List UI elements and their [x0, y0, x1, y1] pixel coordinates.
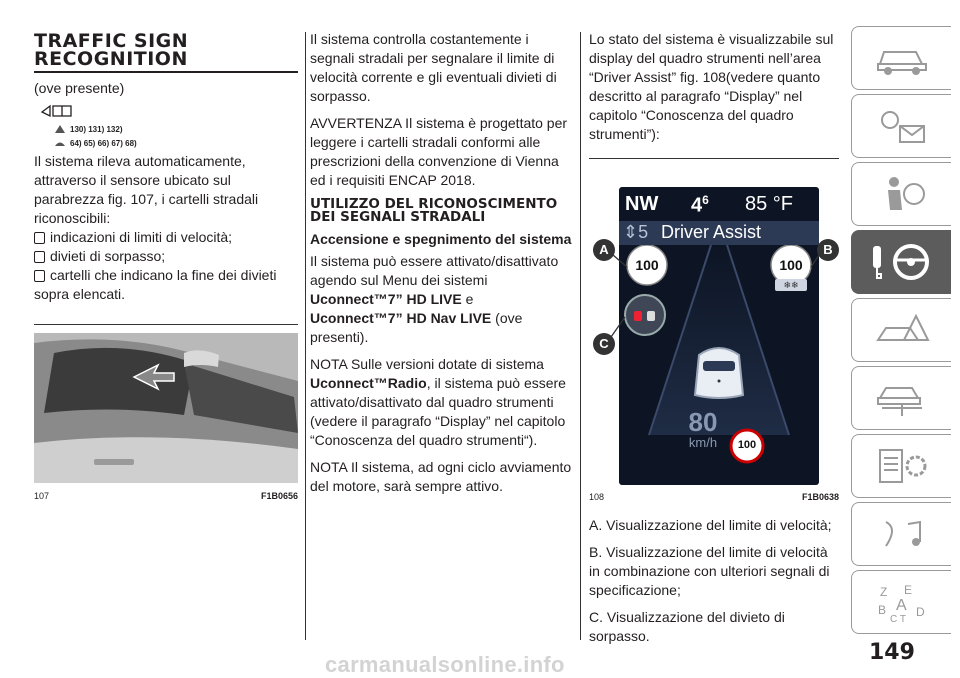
- svg-text:D: D: [915, 605, 925, 619]
- caution-refs-1: 130) 131) 132): [54, 124, 298, 134]
- list-item: indicazioni di limiti di velocità;: [34, 228, 298, 247]
- callout-b: B: [817, 239, 839, 261]
- note-paragraph: NOTA Sulle versioni dotate di sistema Uconnect™Radio, il sistema può essere attivato/disattivato dal quadro strumenti (vedere il paragrafo “Display” nel capitolo “Conoscenza del quadro strumenti“).: [310, 356, 566, 448]
- steering-wheel-icon: [867, 240, 937, 284]
- warning-book-icon: [38, 102, 74, 120]
- vehicle-speed: 80: [688, 407, 718, 437]
- divider: [34, 324, 298, 325]
- tab-index[interactable]: [851, 570, 951, 634]
- svg-text:A: A: [895, 597, 907, 614]
- legend-item: B. Visualizzazione del limite di velocità in combinazione con ulteriori segnali di specificazione;: [589, 544, 830, 598]
- speed-unit: km/h: [688, 435, 718, 450]
- paragraph: Il sistema può essere attivato/disattivato agendo sul Menu dei sistemi Uconnect™7” HD LIVE e Uconnect™7” HD Nav LIVE (ove presenti).: [310, 253, 559, 345]
- chapter-tabs: [851, 26, 951, 638]
- callout-a: A: [593, 239, 615, 261]
- alphabet-index-icon: [872, 580, 932, 624]
- speed-limit-b-text: 100: [779, 257, 803, 273]
- page-number: 149: [869, 640, 915, 665]
- figure-107: [34, 333, 298, 501]
- figure-108: [589, 167, 839, 489]
- list-tail: sopra elencati.: [34, 286, 126, 302]
- checkbox-bullet-icon: [34, 232, 45, 244]
- column-divider: [305, 32, 306, 640]
- car-icon: [695, 348, 743, 398]
- acc-indicator: ⇕5: [623, 222, 649, 242]
- tab-maintenance[interactable]: [851, 366, 951, 430]
- multimedia-icon: [872, 514, 932, 554]
- tab-emergency[interactable]: [851, 298, 951, 362]
- svg-text:E: E: [903, 583, 912, 597]
- specs-gear-icon: [872, 446, 932, 486]
- svg-text:C T: C T: [889, 614, 906, 624]
- watermark: carmanualsonline.info: [325, 652, 565, 677]
- temperature: 85 °F: [745, 193, 794, 215]
- car-icon: [872, 38, 932, 78]
- section-heading: UTILIZZO DEL RICONOSCIMENTO DEI SEGNALI STRADALI: [310, 196, 558, 225]
- cluster-display: [619, 187, 819, 485]
- hand-icon: [54, 138, 66, 148]
- column-divider: [580, 32, 581, 640]
- legend-item: C. Visualizzazione del divieto di sorpasso.: [589, 609, 785, 644]
- windshield-sensor-image: [34, 333, 298, 483]
- caution-refs-2: 64) 65) 66) 67) 68): [54, 138, 298, 148]
- driver-assist-bar: [619, 221, 819, 245]
- figure-caption: 107 F1B0656: [34, 491, 298, 501]
- tab-multimedia[interactable]: [851, 502, 951, 566]
- tab-safety[interactable]: [851, 162, 951, 226]
- svg-text:❄❄: ❄❄: [783, 280, 799, 290]
- figure-caption: 108 F1B0638: [589, 492, 839, 502]
- column-2: [310, 30, 575, 504]
- emergency-icon: [872, 310, 932, 350]
- list-item: cartelli che indicano la fine dei divieti: [34, 266, 298, 285]
- tab-vehicle[interactable]: [851, 26, 951, 90]
- warning-refs: [38, 102, 298, 120]
- tab-starting-driving[interactable]: [851, 230, 951, 294]
- paragraph: Lo stato del sistema è visualizzabile sul display del quadro strumenti nell’area “Driver Assist” fig. 108(vedere quanto descritto al paragrafo “Display” nel capitolo “Conoscenza del quadro strumenti”):: [589, 31, 834, 142]
- column-3: [589, 30, 839, 654]
- note-paragraph: NOTA Il sistema, ad ogni ciclo avviamento del motore, sarà sempre attivo.: [310, 459, 572, 494]
- column-1: [34, 28, 298, 501]
- section-title: TRAFFIC SIGN RECOGNITION: [34, 32, 298, 73]
- small-speed-limit-text: 100: [737, 439, 757, 451]
- callout-c: C: [593, 333, 615, 355]
- legend-item: A. Visualizzazione del limite di velocità;: [589, 517, 832, 533]
- warning-triangle-icon: [54, 124, 66, 134]
- airbag-icon: [872, 174, 932, 214]
- no-overtaking-sign-circle: [625, 295, 665, 335]
- car-lift-icon: [872, 378, 932, 418]
- subsection-heading: Accensione e spegnimento del sistema: [310, 231, 572, 247]
- availability-note: (ove presente): [34, 80, 125, 96]
- speed-limit-a-text: 100: [635, 257, 659, 273]
- gear-indicator: $4^6$: [691, 193, 709, 217]
- warning-paragraph: AVVERTENZA Il sistema è progettato per leggere i cartelli stradali conformi alle prescrizioni della convenzione di Vienna ed i requisiti ENCAP 2018.: [310, 115, 568, 188]
- compass-heading: NW: [625, 193, 659, 215]
- divider: [589, 158, 839, 159]
- list-item: divieti di sorpasso;: [34, 247, 298, 266]
- display-top-bar: [619, 189, 819, 219]
- checkbox-bullet-icon: [34, 251, 45, 263]
- tab-technical-data[interactable]: [851, 434, 951, 498]
- intro-text: Il sistema rileva automaticamente, attraverso il sensore ubicato sul parabrezza fig. 107, i cartelli stradali riconoscibili:: [34, 153, 259, 226]
- driver-assist-title: Driver Assist: [661, 222, 762, 242]
- svg-text:Z: Z: [879, 585, 887, 599]
- paragraph: Il sistema controlla costantemente i segnali stradali per segnalare il limite di velocità corrente e gli eventuali divieti di sorpasso.: [310, 31, 557, 104]
- checkbox-bullet-icon: [34, 270, 45, 282]
- tab-warning-lights[interactable]: [851, 94, 951, 158]
- svg-text:B: B: [877, 603, 886, 617]
- warning-lights-icon: [872, 106, 932, 146]
